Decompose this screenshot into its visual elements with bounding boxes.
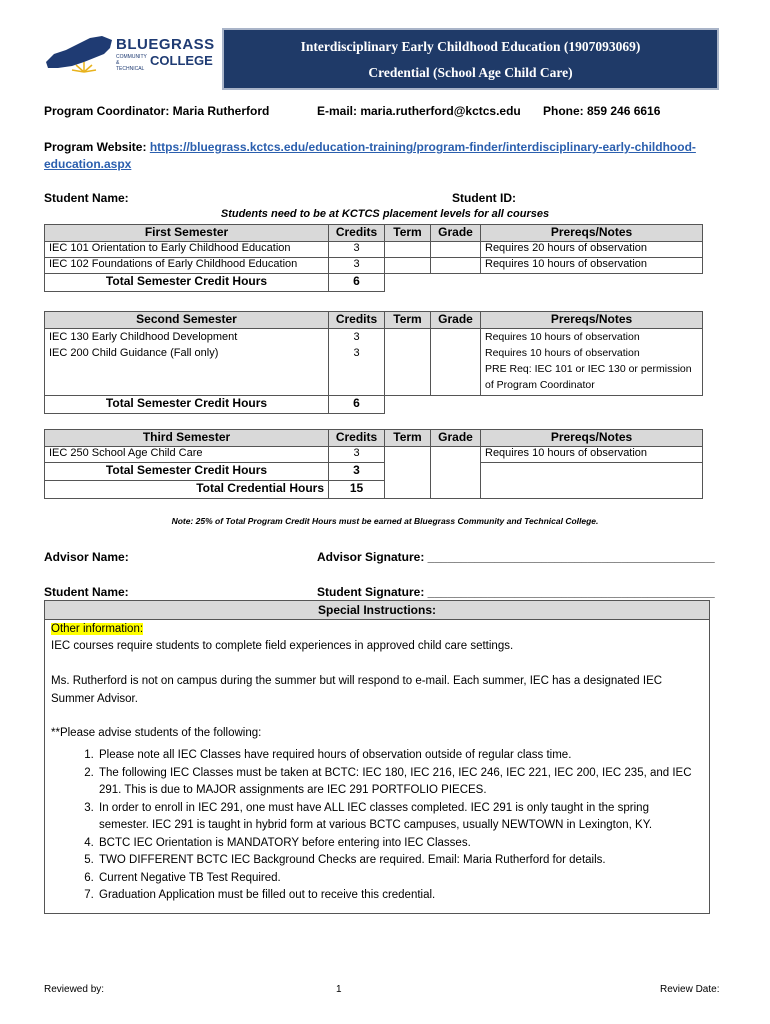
- student-id-label: Student ID:: [452, 191, 516, 205]
- page-number: 1: [336, 984, 342, 995]
- advise-intro: **Please advise students of the following:: [51, 727, 262, 739]
- student-name-label: Student Name:: [44, 191, 129, 205]
- course-credits: 3: [329, 447, 385, 463]
- table-row: [45, 447, 703, 463]
- summer-advisor-text: Ms. Rutherford is not on campus during the summer but will respond to e-mail. Each summer, IEC has a designated IEC Summer Advisor.: [51, 675, 663, 705]
- logo-text-college: COLLEGE: [150, 53, 213, 68]
- coordinator-email: E-mail: maria.rutherford@kctcs.edu: [317, 104, 521, 118]
- term-cell[interactable]: [385, 329, 431, 396]
- course-notes: Requires 10 hours of observation: [485, 331, 640, 343]
- course-notes: Requires 10 hours of observation: [485, 347, 640, 359]
- credits-header: Credits: [329, 225, 385, 242]
- grade-cell[interactable]: [431, 258, 481, 274]
- special-instructions-heading: Special Instructions:: [45, 601, 709, 620]
- logo-text-bluegrass: BLUEGRASS: [116, 36, 215, 53]
- list-item: 6. Current Negative TB Test Required.: [97, 870, 699, 888]
- table-row: [45, 329, 703, 396]
- table-row: [45, 242, 703, 258]
- term-header: Term: [385, 225, 431, 242]
- total-label: Total Semester Credit Hours: [45, 396, 329, 414]
- grade-header: Grade: [431, 312, 481, 329]
- semester-title: Second Semester: [45, 312, 329, 329]
- second-semester-table: [44, 311, 703, 414]
- course-name: IEC 200 Child Guidance (Fall only): [49, 347, 219, 359]
- third-semester-table: [44, 429, 703, 499]
- total-credits: 6: [329, 274, 385, 292]
- course-credits: 3: [353, 347, 360, 359]
- credential-total-label: Total Credential Hours: [45, 481, 329, 499]
- placement-note: Students need to be at KCTCS placement levels for all courses: [220, 208, 550, 220]
- prereqs-header: Prereqs/Notes: [481, 312, 703, 329]
- review-date-label: Review Date:: [660, 984, 720, 995]
- grade-cell[interactable]: [431, 447, 481, 499]
- website-link[interactable]: https://bluegrass.kctcs.edu/education-training/program-finder/interdisciplinary-early-childhood-: [149, 140, 696, 154]
- total-credits: 6: [329, 396, 385, 414]
- grade-header: Grade: [431, 225, 481, 242]
- credential-total: 15: [329, 481, 385, 499]
- semester-title: Third Semester: [45, 430, 329, 447]
- field-experience-text: IEC courses require students to complete field experiences in approved child care settings.: [51, 640, 514, 652]
- coordinator-phone: Phone: 859 246 6616: [543, 104, 661, 118]
- course-name: IEC 101 Orientation to Early Childhood Education: [45, 242, 329, 258]
- course-notes: Requires 10 hours of observation: [481, 258, 703, 274]
- student-signature-line[interactable]: Student Signature: ___________________________________________: [317, 585, 715, 599]
- semester-title: First Semester: [45, 225, 329, 242]
- course-name: IEC 102 Foundations of Early Childhood Education: [45, 258, 329, 274]
- course-notes: Requires 20 hours of observation: [481, 242, 703, 258]
- grade-cell[interactable]: [431, 242, 481, 258]
- program-title-banner: [222, 28, 719, 90]
- kentucky-map-icon: [44, 32, 114, 76]
- first-semester-table: [44, 224, 703, 292]
- grade-cell[interactable]: [431, 329, 481, 396]
- list-item: 1. Please note all IEC Classes have required hours of observation outside of regular class time.: [97, 747, 699, 765]
- course-credits: 3: [329, 258, 385, 274]
- credits-header: Credits: [329, 312, 385, 329]
- grade-header: Grade: [431, 430, 481, 447]
- total-label: Total Semester Credit Hours: [45, 463, 329, 481]
- list-item: 5. TWO DIFFERENT BCTC IEC Background Checks are required. Email: Maria Rutherford for details.: [97, 852, 699, 870]
- program-title: Interdisciplinary Early Childhood Education (1907093069): [300, 39, 641, 54]
- advisor-signature-line[interactable]: Advisor Signature: ___________________________________________: [317, 550, 715, 564]
- total-label: Total Semester Credit Hours: [45, 274, 329, 292]
- prereqs-header: Prereqs/Notes: [481, 430, 703, 447]
- website-label: Program Website:: [44, 140, 150, 154]
- logo-text-community: COMMUNITY & TECHNICAL: [116, 54, 147, 72]
- student-name-label-2: Student Name:: [44, 585, 129, 599]
- website-link-cont[interactable]: education.aspx: [44, 157, 132, 171]
- residency-note: Note: 25% of Total Program Credit Hours must be earned at Bluegrass Community and Technical College.: [171, 516, 599, 526]
- prereq-note: PRE Req: IEC 101 or IEC 130 or permission of Program Coordinator: [485, 363, 692, 391]
- term-header: Term: [385, 312, 431, 329]
- college-logo: [44, 32, 220, 76]
- total-credits: 3: [329, 463, 385, 481]
- list-item: 2. The following IEC Classes must be taken at BCTC: IEC 180, IEC 216, IEC 246, IEC 221, IEC 200, IEC 235, and IEC 291. This is due to MAJOR assignments are IEC 291 PORTFOLIO PIECES.: [97, 765, 699, 800]
- credits-header: Credits: [329, 430, 385, 447]
- advising-list: [97, 747, 699, 905]
- course-credits: 3: [353, 331, 360, 343]
- term-cell[interactable]: [385, 258, 431, 274]
- term-cell[interactable]: [385, 447, 431, 499]
- program-website: [44, 139, 734, 173]
- credential-title: Credential (School Age Child Care): [368, 65, 573, 80]
- prereqs-header: Prereqs/Notes: [481, 225, 703, 242]
- advisor-name-label: Advisor Name:: [44, 550, 129, 564]
- course-name: IEC 130 Early Childhood Development: [49, 331, 238, 343]
- special-instructions-box: [44, 600, 710, 914]
- list-item: 7. Graduation Application must be filled out to receive this credential.: [97, 887, 699, 905]
- reviewed-by-label: Reviewed by:: [44, 984, 105, 995]
- course-notes: Requires 10 hours of observation: [481, 447, 703, 463]
- other-info-label: Other information:: [51, 623, 144, 635]
- list-item: 3. In order to enroll in IEC 291, one must have ALL IEC classes completed. IEC 291 is only taught in the spring semester. IEC 291 is taught in hybrid form at various BCTC campuses, usually NEWTOWN in Lexington, KY.: [97, 800, 699, 835]
- list-item: 4. BCTC IEC Orientation is MANDATORY before entering into IEC Classes.: [97, 835, 699, 853]
- term-header: Term: [385, 430, 431, 447]
- term-cell[interactable]: [385, 242, 431, 258]
- course-name: IEC 250 School Age Child Care: [45, 447, 329, 463]
- course-credits: 3: [329, 242, 385, 258]
- program-coordinator: Program Coordinator: Maria Rutherford: [44, 104, 270, 118]
- table-row: [45, 258, 703, 274]
